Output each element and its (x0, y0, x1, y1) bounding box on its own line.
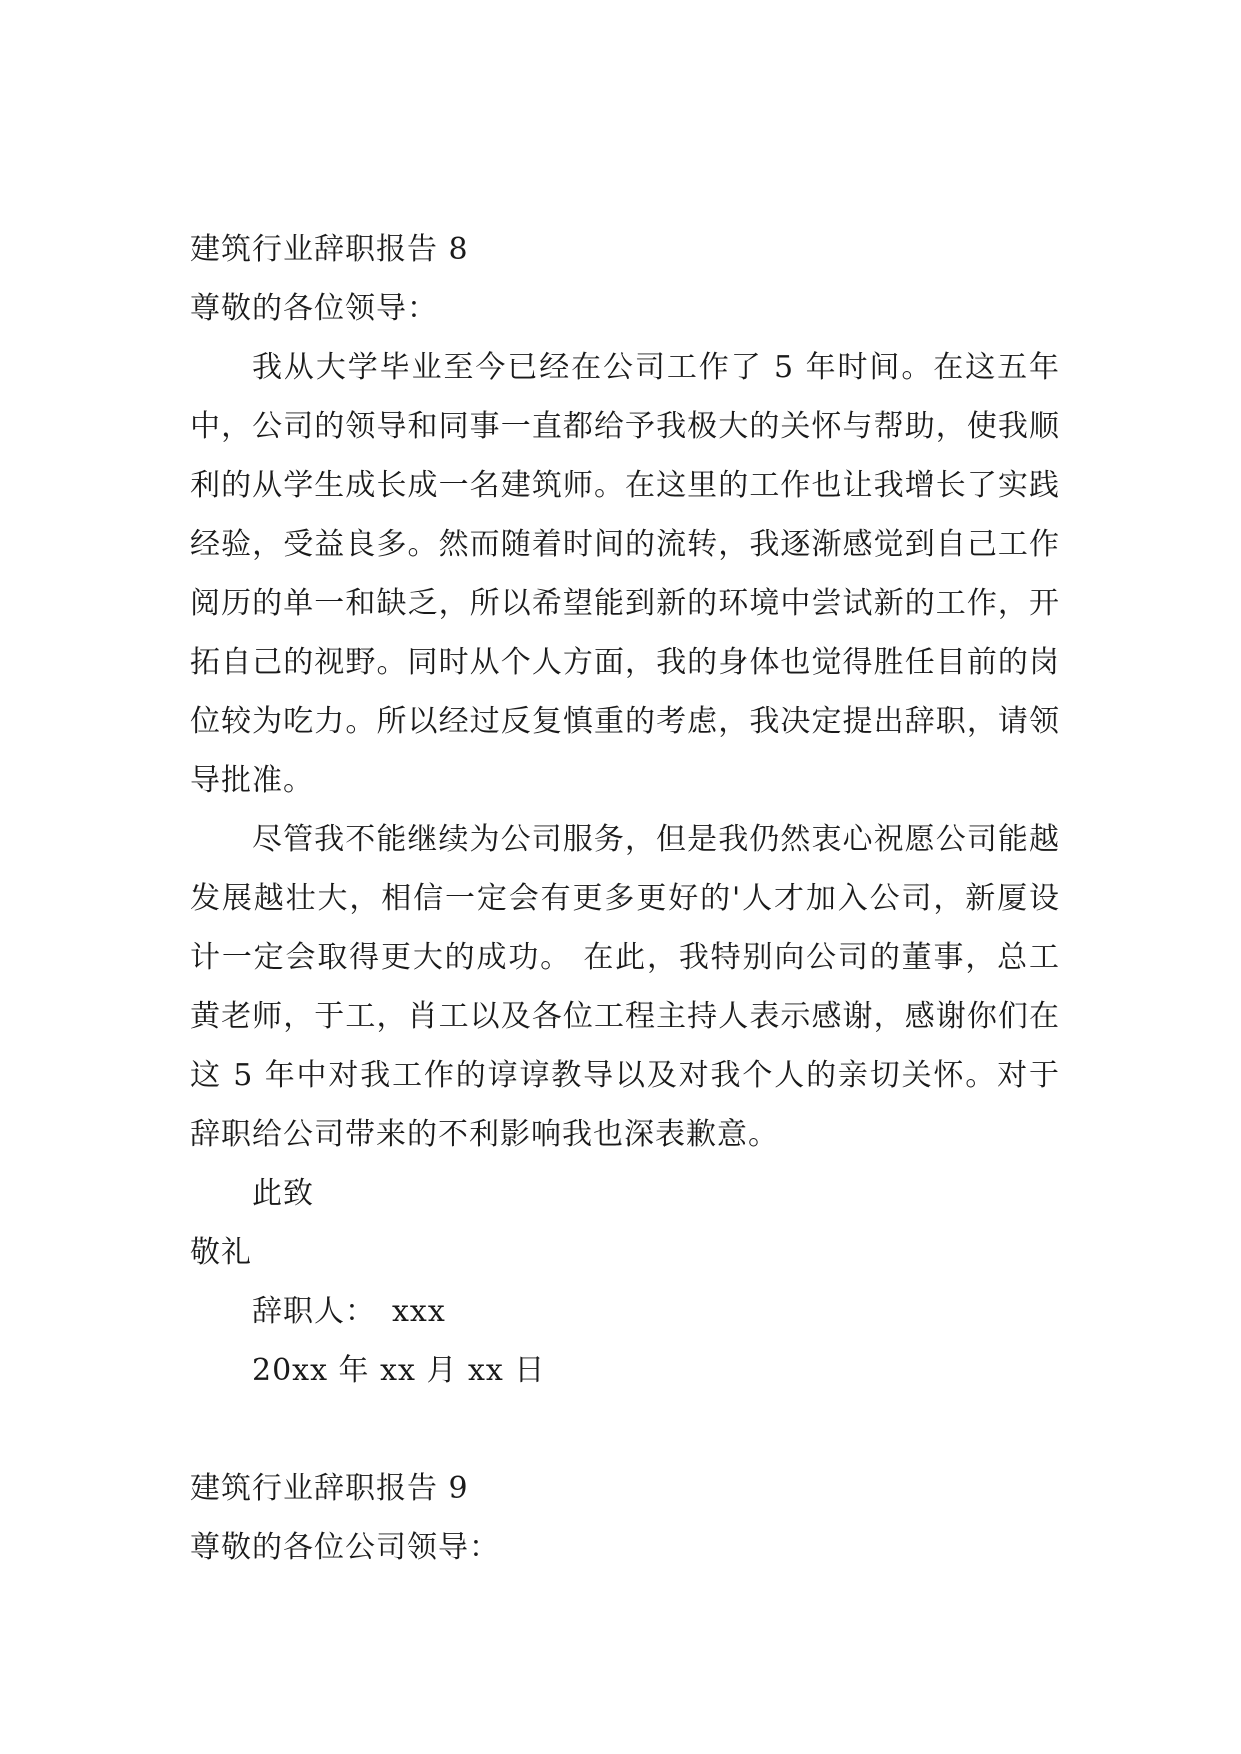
letter-title: 建筑行业辞职报告 8 (190, 232, 469, 267)
date: 20xx 年 xx 月 xx 日 (252, 1353, 546, 1388)
spacer (190, 1400, 1060, 1459)
signer: 辞职人： xxx (252, 1294, 446, 1329)
salutation: 尊敬的各位公司领导： (190, 1530, 500, 1565)
body-paragraph: 尽管我不能继续为公司服务，但是我仍然衷心祝愿公司能越发展越壮大，相信一定会有更多更好的'人才加入公司，新厦设计一定会取得更大的成功。 在此，我特别向公司的董事，总工黄老师，于工，肖工以及各位工程主持人表示感谢，感谢你们在这 5 年中对我工作的谆谆教导以及对我个人的亲切关怀。对于辞职给公司带来的不利影响我也深表歉意。 (190, 822, 1060, 1152)
closing-regards: 敬礼 (190, 1235, 252, 1270)
letter-title: 建筑行业辞职报告 9 (190, 1471, 469, 1506)
closing-phrase: 此致 (252, 1176, 314, 1211)
body-paragraph: 我从大学毕业至今已经在公司工作了 5 年时间。在这五年中，公司的领导和同事一直都给予我极大的关怀与帮助，使我顺利的从学生成长成一名建筑师。在这里的工作也让我增长了实践经验，受益良多。然而随着时间的流转，我逐渐感觉到自己工作阅历的单一和缺乏，所以希望能到新的环境中尝试新的工作，开拓自己的视野。同时从个人方面，我的身体也觉得胜任目前的岗位较为吃力。所以经过反复慎重的考虑，我决定提出辞职，请领导批准。 (190, 350, 1060, 798)
document-page (190, 220, 1060, 1577)
salutation: 尊敬的各位领导： (190, 291, 438, 326)
